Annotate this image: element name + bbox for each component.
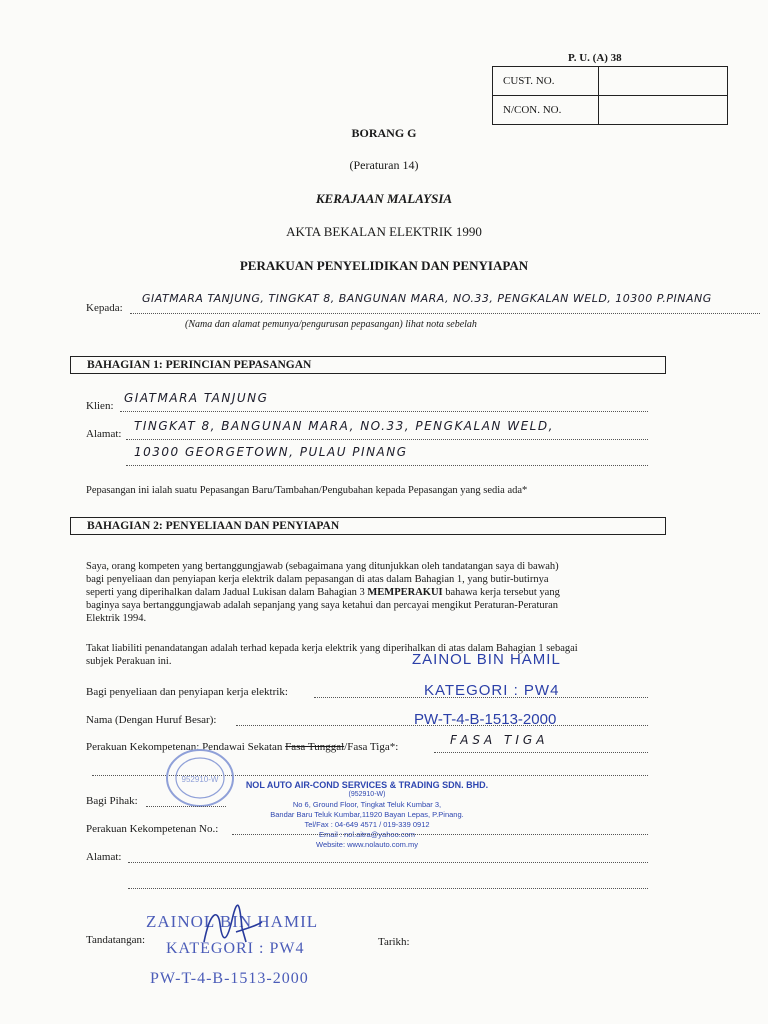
certificate-title: PERAKUAN PENYELIDIKAN DAN PENYIAPAN [239, 258, 529, 273]
bagi-pihak-dotted-line [146, 806, 226, 807]
kepada-label: Kepada: [86, 302, 123, 314]
para2-line1: Takat liabiliti penandatangan adalah terhad kepada kerja elektrik yang diperihalkan di atas dalam Bahagian 1 sebagai [86, 643, 578, 654]
stamp-reg-no: PW-T-4-B-1513-2000 [414, 711, 557, 728]
company-name: NOL AUTO AIR-COND SERVICES & TRADING SDN. BHD. [245, 780, 489, 790]
company-website: Website: www.nolauto.com.my [316, 840, 418, 849]
tandatangan-label: Tandatangan: [86, 934, 146, 946]
klien-dotted-line [120, 411, 648, 412]
form-title: BORANG G [351, 126, 417, 140]
kepada-note: (Nama dan alamat pemunya/pengurusan pepasangan) lihat nota sebelah [185, 319, 477, 330]
regulation-ref: (Peraturan 14) [349, 158, 419, 172]
stamp-kategori: KATEGORI : PW4 [424, 682, 560, 699]
perakuan-label-a: Perakuan Kekompetenan: Pendawai Sekatan [86, 741, 286, 753]
liability-paragraph [86, 642, 656, 668]
alamat-pihak-label: Alamat: [86, 851, 122, 863]
alamat-pihak-dotted-line-2 [128, 888, 648, 889]
para1-line5: Elektrik 1994. [86, 613, 147, 624]
alamat-value-line1[interactable]: TINGKAT 8, BANGUNAN MARA, NO.33, PENGKALAN WELD, [134, 419, 554, 433]
company-address2: Bandar Baru Teluk Kumbar,11920 Bayan Lepas, P.Pinang. [270, 810, 464, 819]
perakuan-dotted-line [434, 752, 648, 753]
perakuan-kekompetenan-label [86, 741, 398, 753]
cust-no-field[interactable] [599, 67, 728, 96]
company-stamp [222, 780, 512, 850]
installation-type-statement: Pepasangan ini ialah suatu Pepasangan Baru/Tambahan/Pengubahan kepada Pepasangan yang sedia ada* [86, 485, 528, 496]
ncon-no-label: N/CON. NO. [493, 96, 599, 125]
svg-text:952910-W: 952910-W [181, 775, 219, 784]
signature-stamp-kategori: KATEGORI : PW4 [166, 940, 305, 957]
perakuan-label-strike: Fasa Tunggal [285, 741, 345, 753]
company-tel: Tel/Fax : 04-649 4571 / 019-339 0912 [304, 820, 430, 829]
signature-stamp-name: ZAINOL BIN HAMIL [146, 912, 319, 931]
bagi-penyeliaan-label: Bagi penyeliaan dan penyiapan kerja elektrik: [86, 686, 288, 698]
kepada-dotted-line [130, 313, 760, 314]
stamp-name: ZAINOL BIN HAMIL [412, 651, 561, 668]
alamat-dotted-line-1 [126, 439, 648, 440]
bagi-pihak-label: Bagi Pihak: [86, 795, 138, 807]
perakuan-value[interactable]: FASA TIGA [450, 733, 549, 747]
perakuan-no-label: Perakuan Kekompetenan No.: [86, 823, 219, 835]
company-address1: No 6, Ground Floor, Tingkat Teluk Kumbar 3, [292, 800, 442, 809]
alamat-label: Alamat: [86, 428, 122, 440]
act-title: AKTA BEKALAN ELEKTRIK 1990 [286, 224, 482, 239]
signature-stamp-reg-no: PW-T-4-B-1513-2000 [150, 970, 309, 987]
perakuan-no-dotted-line [232, 834, 648, 835]
certification-paragraph [86, 560, 656, 625]
perakuan-label-b: /Fasa Tiga*: [344, 741, 399, 753]
company-reg: (952910-W) [348, 791, 386, 798]
alamat-pihak-dotted-line-1 [128, 862, 648, 863]
para1-memperakui: MEMPERAKUI [367, 587, 443, 598]
tarikh-label: Tarikh: [378, 936, 410, 948]
para2-line2: subjek Perakuan ini. [86, 656, 172, 667]
para1-line2: bagi penyeliaan dan penyiapan kerja elektrik dalam pepasangan di atas dalam Bahagian 1, yang butir-butirnya [86, 574, 549, 585]
alamat-dotted-line-2 [126, 465, 648, 466]
ncon-no-field[interactable] [599, 96, 728, 125]
alamat-value-line2[interactable]: 10300 GEORGETOWN, PULAU PINANG [134, 445, 408, 459]
para1-line1: Saya, orang kompeten yang bertanggungjawab (sebagaimana yang ditunjukkan oleh tandatangan saya di bawah) [86, 561, 559, 572]
para1-line3 [86, 586, 656, 599]
para1-line4: baginya saya bertanggungjawab adalah sepanjang yang saya ketahui dan percayai mengikut Peraturan-Peraturan [86, 600, 559, 611]
section1-header: BAHAGIAN 1: PERINCIAN PEPASANGAN [70, 356, 666, 374]
para1-line3-post: bahawa kerja tersebut yang [442, 587, 560, 598]
kepada-value[interactable]: GIATMARA TANJUNG, TINGKAT 8, BANGUNAN MARA, NO.33, PENGKALAN WELD, 10300 P.PINANG [142, 292, 712, 305]
customer-number-table [492, 66, 728, 125]
company-email: Email : nol.aitra@yahoo.com [319, 830, 415, 839]
cust-no-label: CUST. NO. [493, 67, 599, 96]
klien-value[interactable]: GIATMARA TANJUNG [124, 391, 269, 405]
government-title: KERAJAAN MALAYSIA [315, 191, 453, 206]
nama-label: Nama (Dengan Huruf Besar): [86, 714, 217, 726]
para1-line3-pre: seperti yang diperihalkan dalam Jadual Lukisan dalam Bahagian 3 [86, 587, 368, 598]
klien-label: Klien: [86, 400, 114, 412]
form-code: P. U. (A) 38 [568, 52, 622, 64]
section2-header: BAHAGIAN 2: PENYELIAAN DAN PENYIAPAN [70, 517, 666, 535]
